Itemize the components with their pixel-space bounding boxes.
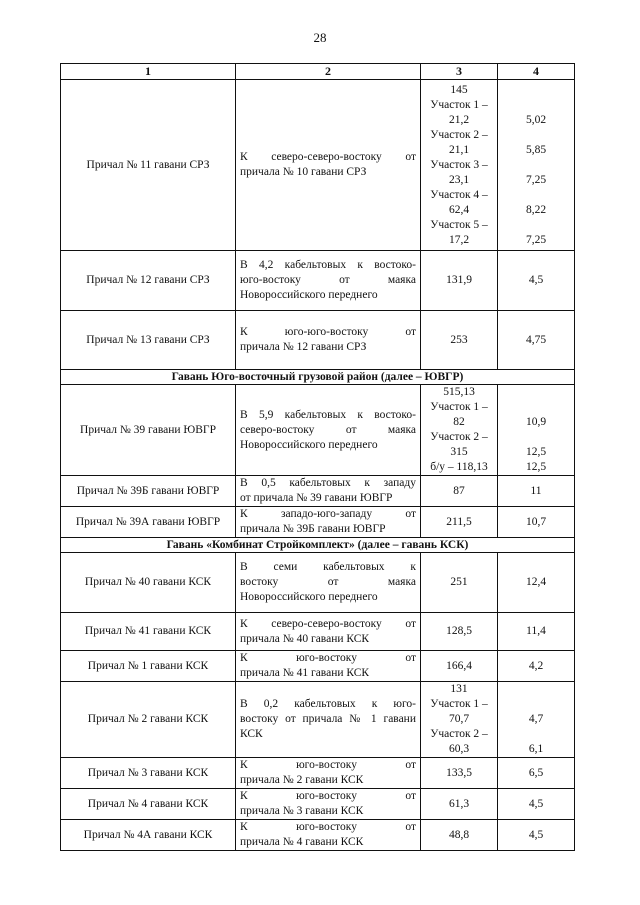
length-value: 133,5 <box>446 766 472 779</box>
location-line: причала № 2 гавани КСК <box>240 774 364 786</box>
length-value: 166,4 <box>446 659 472 672</box>
section-title: Гавань Юго-восточный грузовой район (далее – ЮВГР) <box>61 370 575 385</box>
berth-name: Причал № 40 гавани КСК <box>61 553 236 613</box>
berth-length <box>421 553 498 613</box>
table-row <box>61 613 575 651</box>
berth-location <box>236 820 421 851</box>
berth-length <box>421 251 498 311</box>
berth-depth <box>498 385 575 476</box>
location-line: Новороссийского переднего <box>240 591 378 603</box>
location-line: К юго-востоку от <box>240 759 416 771</box>
table-row <box>61 820 575 851</box>
length-value: Участок 3 – <box>430 158 488 171</box>
table-row <box>61 311 575 370</box>
berth-name: Причал № 1 гавани КСК <box>61 651 236 682</box>
berth-length <box>421 758 498 789</box>
length-value: 131,9 <box>446 274 472 286</box>
table-row <box>61 251 575 311</box>
length-value: 211,5 <box>446 515 472 528</box>
table-row <box>61 682 575 758</box>
section-heading-row <box>61 370 575 385</box>
berth-name: Причал № 11 гавани СРЗ <box>61 80 236 251</box>
berth-location <box>236 553 421 613</box>
location-line: северо-востоку от маяка <box>240 423 416 436</box>
length-value: Участок 1 – <box>430 401 488 413</box>
depth-value: 11,4 <box>526 625 546 637</box>
depth-value <box>502 727 570 742</box>
depth-value: 5,85 <box>525 143 547 156</box>
berth-length <box>421 613 498 651</box>
location-line: В семи кабельтовых к <box>240 561 416 573</box>
location-line: причала № 39Б гавани ЮВГР <box>240 523 386 535</box>
berth-location <box>236 311 421 370</box>
depth-value: 4,75 <box>525 333 547 346</box>
depth-value: 4,5 <box>528 828 544 841</box>
location-line: К юго-востоку от <box>240 652 416 664</box>
length-value: 48,8 <box>448 828 470 841</box>
berth-name: Причал № 4А гавани КСК <box>61 820 236 851</box>
table-row <box>61 789 575 820</box>
depth-value: 12,4 <box>525 576 547 588</box>
length-value: 21,1 <box>448 143 470 156</box>
length-value: Участок 1 – <box>430 698 488 710</box>
length-value: Участок 4 – <box>430 188 488 201</box>
location-line: К юго-юго-востоку от <box>240 326 416 338</box>
table-row <box>61 507 575 538</box>
length-value: 82 <box>453 416 465 428</box>
berth-depth <box>498 476 575 507</box>
depth-value: 12,5 <box>525 461 547 473</box>
depth-value <box>502 218 570 233</box>
berth-depth <box>498 553 575 613</box>
length-value: 253 <box>450 333 468 346</box>
location-line: причала № 40 гавани КСК <box>240 632 370 645</box>
location-line: К юго-востоку от <box>240 790 416 802</box>
depth-value: 4,5 <box>528 797 544 810</box>
berth-name: Причал № 3 гавани КСК <box>61 758 236 789</box>
berth-location <box>236 758 421 789</box>
length-value: 62,4 <box>448 203 470 216</box>
length-value: 515,13 <box>443 386 475 398</box>
depth-value: 4,5 <box>528 274 544 286</box>
length-value: б/у – 118,13 <box>430 461 488 473</box>
berth-depth <box>498 682 575 758</box>
berth-length <box>421 651 498 682</box>
berth-depth <box>498 820 575 851</box>
length-value: Участок 2 – <box>430 128 488 141</box>
berth-location <box>236 507 421 538</box>
depth-value <box>502 400 570 415</box>
berth-location <box>236 251 421 311</box>
depth-value: 4,2 <box>528 659 544 672</box>
header-col-3: 3 <box>421 64 498 80</box>
depth-value: 6,5 <box>528 766 544 779</box>
location-line: К северо-северо-востоку от <box>240 151 416 163</box>
length-value: Участок 5 – <box>430 218 488 231</box>
depth-value: 4,7 <box>528 713 544 725</box>
berth-location <box>236 80 421 251</box>
table-row <box>61 80 575 251</box>
location-line: В 0,2 кабельтовых к юго- <box>240 698 416 710</box>
depth-value <box>502 128 570 143</box>
location-line: К северо-северо-востоку от <box>240 617 416 630</box>
berth-length <box>421 311 498 370</box>
berth-depth <box>498 507 575 538</box>
berth-name: Причал № 39 гавани ЮВГР <box>61 385 236 476</box>
berth-length <box>421 476 498 507</box>
depth-value <box>502 188 570 203</box>
length-value: 315 <box>450 446 468 458</box>
length-value: 23,1 <box>448 173 470 186</box>
depth-value <box>502 158 570 173</box>
berth-depth <box>498 311 575 370</box>
depth-value <box>502 385 570 400</box>
location-line: К западо-юго-западу от <box>240 508 416 520</box>
berth-name: Причал № 2 гавани КСК <box>61 682 236 758</box>
location-line: Новороссийского переднего <box>240 438 378 451</box>
depth-value: 7,25 <box>525 173 547 186</box>
length-value: 60,3 <box>448 743 470 755</box>
header-col-4: 4 <box>498 64 575 80</box>
location-line: В 4,2 кабельтовых к востоко- <box>240 259 416 271</box>
location-line: причала № 12 гавани СРЗ <box>240 341 367 353</box>
header-col-2: 2 <box>236 64 421 80</box>
table-row <box>61 476 575 507</box>
length-value: 87 <box>453 484 465 497</box>
depth-value: 12,5 <box>525 446 547 458</box>
depth-value: 7,25 <box>525 233 547 246</box>
berth-location <box>236 476 421 507</box>
location-line: причала № 41 гавани КСК <box>240 667 370 679</box>
berth-length <box>421 385 498 476</box>
length-value: 131 <box>450 683 468 695</box>
depth-value: 11 <box>530 484 542 497</box>
depth-value: 5,02 <box>525 113 547 126</box>
depth-value <box>502 98 570 113</box>
depth-value: 10,9 <box>525 416 547 428</box>
table-row <box>61 758 575 789</box>
berth-name: Причал № 12 гавани СРЗ <box>61 251 236 311</box>
berth-location <box>236 789 421 820</box>
location-line: причала № 10 гавани СРЗ <box>240 166 367 178</box>
berth-name: Причал № 13 гавани СРЗ <box>61 311 236 370</box>
berth-length <box>421 507 498 538</box>
depth-value <box>502 697 570 712</box>
berth-length <box>421 80 498 251</box>
length-value: 70,7 <box>448 713 470 725</box>
berth-location <box>236 682 421 758</box>
length-value: Участок 2 – <box>430 728 488 740</box>
length-value: 251 <box>450 576 468 588</box>
berth-name: Причал № 39А гавани ЮВГР <box>61 507 236 538</box>
depth-value: 8,22 <box>525 203 547 216</box>
berth-length <box>421 789 498 820</box>
berth-location <box>236 651 421 682</box>
table-header-row <box>61 64 575 80</box>
depth-value: 10,7 <box>525 515 547 528</box>
length-value: Участок 1 – <box>430 98 488 111</box>
berth-length <box>421 682 498 758</box>
section-title: Гавань «Комбинат Стройкомплект» (далее – гавань КСК) <box>61 538 575 553</box>
berths-table <box>60 63 575 851</box>
location-line: от причала № 39 гавани ЮВГР <box>240 492 393 504</box>
length-value: 21,2 <box>448 113 470 126</box>
berth-depth <box>498 251 575 311</box>
location-line: юго-востоку от маяка <box>240 274 416 286</box>
section-heading-row <box>61 538 575 553</box>
berth-depth <box>498 758 575 789</box>
berth-depth <box>498 789 575 820</box>
page-number: 28 <box>313 30 327 45</box>
berth-name: Причал № 41 гавани КСК <box>61 613 236 651</box>
berth-length <box>421 820 498 851</box>
depth-value: 6,1 <box>528 743 544 755</box>
berth-location <box>236 613 421 651</box>
location-line: Новороссийского переднего <box>240 289 378 301</box>
location-line: В 5,9 кабельтовых к востоко- <box>240 408 416 421</box>
location-line: востоку от маяка <box>240 576 416 588</box>
length-value: 145 <box>450 83 468 96</box>
length-value: 17,2 <box>448 233 470 246</box>
berth-depth <box>498 80 575 251</box>
depth-value <box>502 83 570 98</box>
location-line: В 0,5 кабельтовых к западу <box>240 477 416 489</box>
location-line: причала № 4 гавани КСК <box>240 836 364 848</box>
table-row <box>61 553 575 613</box>
berth-depth <box>498 651 575 682</box>
table-row <box>61 385 575 476</box>
location-line: востоку от причала № 1 гавани <box>240 713 416 725</box>
berth-name: Причал № 4 гавани КСК <box>61 789 236 820</box>
location-line: К юго-востоку от <box>240 821 416 833</box>
header-col-1: 1 <box>61 64 236 80</box>
length-value: Участок 2 – <box>430 431 488 443</box>
berth-location <box>236 385 421 476</box>
length-value: 128,5 <box>446 625 472 637</box>
location-line: причала № 3 гавани КСК <box>240 805 364 817</box>
berth-name: Причал № 39Б гавани ЮВГР <box>61 476 236 507</box>
depth-value <box>502 430 570 445</box>
berth-depth <box>498 613 575 651</box>
depth-value <box>502 682 570 697</box>
length-value: 61,3 <box>448 797 470 810</box>
table-row <box>61 651 575 682</box>
location-line: КСК <box>240 728 263 740</box>
